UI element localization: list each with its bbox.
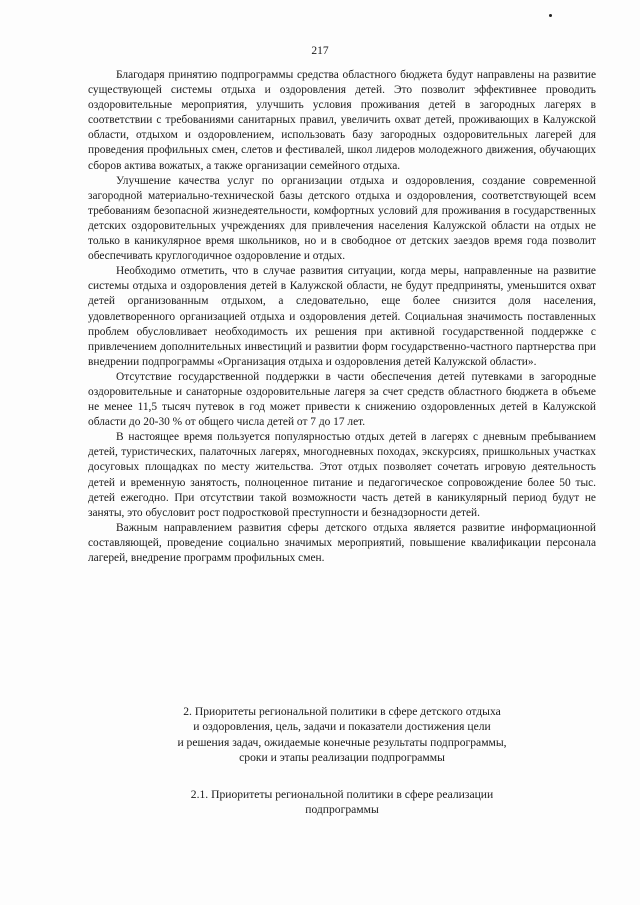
heading-line: 2. Приоритеты региональной политики в сфере детского отдыха (183, 705, 501, 718)
paragraph-6: Важным направлением развития сферы детского отдыха является развитие информационной составляющей, проведение социально значимых мероприятий, повышение квалификации персонала лагерей, внедрение программ профильных смен. (88, 521, 596, 564)
heading-line: 2.1. Приоритеты региональной политики в сфере реализации (190, 788, 494, 801)
heading-line: сроки и этапы реализации подпрограммы (239, 750, 445, 764)
heading-line: подпрограммы (305, 803, 379, 817)
heading-line: и решения задач, ожидаемые конечные результаты подпрограммы, (177, 735, 507, 749)
body-text (88, 68, 596, 566)
paragraph-1: Благодаря принятию подпрограммы средства областного бюджета будут направлены на развитие существующей системы отдыха и оздоровления детей. Это позволит эффективнее проводить оздоровительные мероприятия, улучшить условия проживания детей в загородных лагерях в соответствии с требованиями санитарных правил, увеличить охват детей, проживающих в Калужской области, отдыхом и оздоровлением, использовать базу загородных оздоровительных лагерей для проведения профильных смен, слетов и фестивалей, школ лидеров молодежного движения, обучающих сборов актива вожатых, а также организации семейного отдыха. (88, 69, 596, 172)
scan-speck (549, 14, 552, 17)
section-heading-2-1 (88, 787, 596, 818)
section-heading-2 (88, 704, 596, 765)
page-number: 217 (311, 45, 329, 57)
paragraph-4: Отсутствие государственной поддержки в части обеспечения детей путевками в загородные оздоровительные и санаторные оздоровительные лагеря за счет средств областного бюджета в объеме не менее 11,5 тысяч путевок в год может привести к снижению оздоровленных детей в Калужской области до 20-30 % от общего числа детей от 7 до 17 лет. (88, 370, 596, 429)
heading-line: и оздоровления, цель, задачи и показатели достижения цели (193, 720, 491, 734)
paragraph-5: В настоящее время пользуется популярностью отдых детей в лагерях с дневным пребыванием детей, туристических, палаточных лагерях, многодневных походах, экскурсиях, пришкольных участках досуговых площадках по месту жительства. Этот отдых позволяет сочетать игровую деятельность детей и временную занятость, полноценное питание и педагогическое сопровождение более 50 тыс. детей ежегодно. При отсутствии такой возможности часть детей в каникулярный период будут не заняты, это обусловит рост подростковой преступности и безнадзорности детей. (88, 431, 596, 519)
paragraph-2: Улучшение качества услуг по организации отдыха и оздоровления, создание современной загородной материально-технической базы детского отдыха и оздоровления, соответствующей всем требованиям безопасной жизнедеятельности, комфортных условий для проживания в государственных детских оздоровительных учреждениях для привлечения населения Калужской области на отдых не только в каникулярное время школьников, но и в свободное от детских заездов время года позволит обеспечивать круглогодичное оздоровление и отдых. (88, 174, 596, 263)
paragraph-3: Необходимо отметить, что в случае развития ситуации, когда меры, направленные на развитие системы отдыха и оздоровления детей в Калужской области, не будут предприняты, уменьшится охват детей организованным отдыхом, а следовательно, еще более снизится доля населения, удовлетворенного организацией отдыха и оздоровления детей. Социальная значимость поставленных проблем обусловливает необходимость их решения при активной государственной поддержке с привлечением дополнительных инвестиций и развитии форм государственно-частного партнерства при внедрении подпрограммы «Организация отдыха и оздоровления детей Калужской области». (88, 265, 596, 368)
